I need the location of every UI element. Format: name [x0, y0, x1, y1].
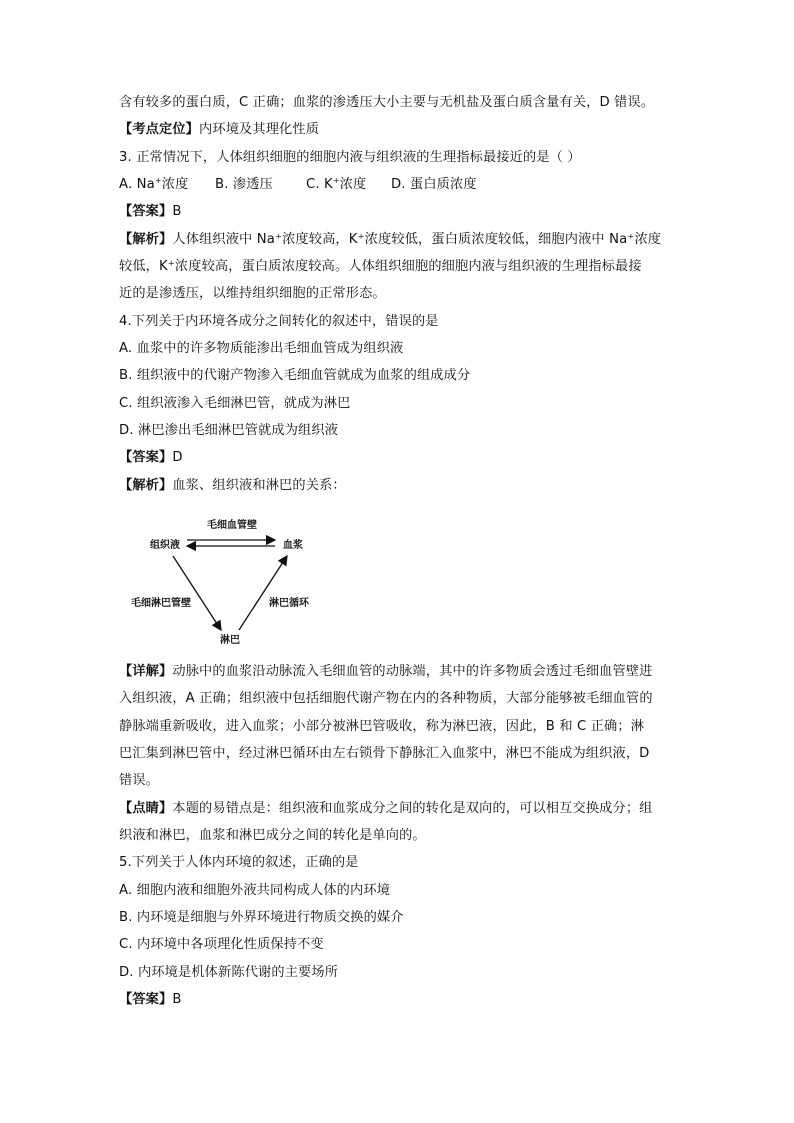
answer-3: 【答案】B [119, 204, 182, 219]
detail-line-5: 错误。 [119, 773, 160, 788]
question-4-option-c: C. 组织液渗入毛细淋巴管，就成为淋巴 [119, 396, 351, 411]
explanation-3-line-1: 【解析】人体组织液中 Na⁺浓度较高，K⁺浓度较低，蛋白质浓度较低，细胞内液中 Na⁺浓度 [119, 232, 662, 247]
knowledge-point-line: 【考点定位】内环境及其理化性质 [119, 122, 320, 137]
option-d: D. 蛋白质浓度 [391, 177, 477, 192]
option-a: A. Na+浓度 [119, 176, 189, 192]
edge-label-lymph-circulation: 淋巴循环 [269, 598, 309, 609]
option-c: C. K+浓度 [306, 176, 367, 192]
explanation-3-line-3: 近的是渗透压，以维持组织细胞的正常形态。 [119, 286, 386, 301]
detail-line-1: 【详解】动脉中的血浆沿动脉流入毛细血管的动脉端，其中的许多物质会透过毛细血管壁进 [119, 664, 653, 679]
question-5-option-d: D. 内环境是机体新陈代谢的主要场所 [119, 965, 339, 980]
question-4: 4.下列关于内环境各成分之间转化的叙述中，错误的是 [119, 314, 439, 329]
question-4-option-d: D. 淋巴渗出毛细淋巴管就成为组织液 [119, 423, 339, 438]
question-4-option-a: A. 血浆中的许多物质能渗出毛细血管成为组织液 [119, 341, 404, 356]
question-5-option-a: A. 细胞内液和细胞外液共同构成人体的内环境 [119, 883, 391, 898]
explanation-3-line-2: 较低，K⁺浓度较高，蛋白质浓度较高。人体组织细胞的细胞内液与组织液的生理指标最接 [119, 259, 642, 274]
question-5-option-c: C. 内环境中各项理化性质保持不变 [119, 937, 324, 952]
question-4-option-b: B. 组织液中的代谢产物渗入毛细血管就成为血浆的组成成分 [119, 368, 471, 383]
explanation-4: 【解析】血浆、组织液和淋巴的关系： [119, 478, 346, 493]
question-5: 5.下列关于人体内环境的叙述，正确的是 [119, 855, 359, 870]
tip-line-1: 【点睛】本题的易错点是：组织液和血浆成分之间的转化是双向的，可以相互交换成分；组 [119, 801, 653, 816]
node-plasma: 血浆 [283, 540, 303, 551]
edge-label-lymph-capillary-wall: 毛细淋巴管壁 [131, 598, 191, 609]
question-3-options [119, 175, 477, 195]
text-line: 含有较多的蛋白质，C 正确；血浆的渗透压大小主要与无机盐及蛋白质含量有关，D 错误。 [119, 95, 655, 110]
arrow-tissue-to-lymph [173, 556, 221, 630]
answer-5: 【答案】B [119, 992, 182, 1007]
detail-line-4: 巴汇集到淋巴管中，经过淋巴循环由左右锁骨下静脉汇入血浆中，淋巴不能成为组织液，D [119, 746, 650, 761]
option-b: B. 渗透压 [215, 177, 273, 192]
question-5-option-b: B. 内环境是细胞与外界环境进行物质交换的媒介 [119, 910, 404, 925]
detail-line-3: 静脉端重新吸收，进入血浆；小部分被淋巴管吸收，称为淋巴液，因此，B 和 C 正确；淋 [119, 719, 645, 734]
tip-line-2: 织液和淋巴，血浆和淋巴成分之间的转化是单向的。 [119, 828, 426, 843]
arrow-lymph-to-plasma [239, 556, 287, 630]
detail-line-2: 入组织液，A 正确；组织液中包括细胞代谢产物在内的各种物质，大部分能够被毛细血管的 [119, 691, 653, 706]
node-tissue-fluid: 组织液 [150, 540, 180, 551]
body-fluid-relationship-diagram [125, 512, 355, 657]
edge-label-capillary-wall: 毛细血管壁 [207, 520, 257, 531]
node-lymph: 淋巴 [220, 635, 240, 646]
answer-4: 【答案】D [119, 450, 183, 465]
section-tag: 【考点定位】 [119, 122, 200, 137]
question-3: 3. 正常情况下，人体组织细胞的细胞内液与组织液的生理指标最接近的是（ ） [119, 150, 581, 165]
